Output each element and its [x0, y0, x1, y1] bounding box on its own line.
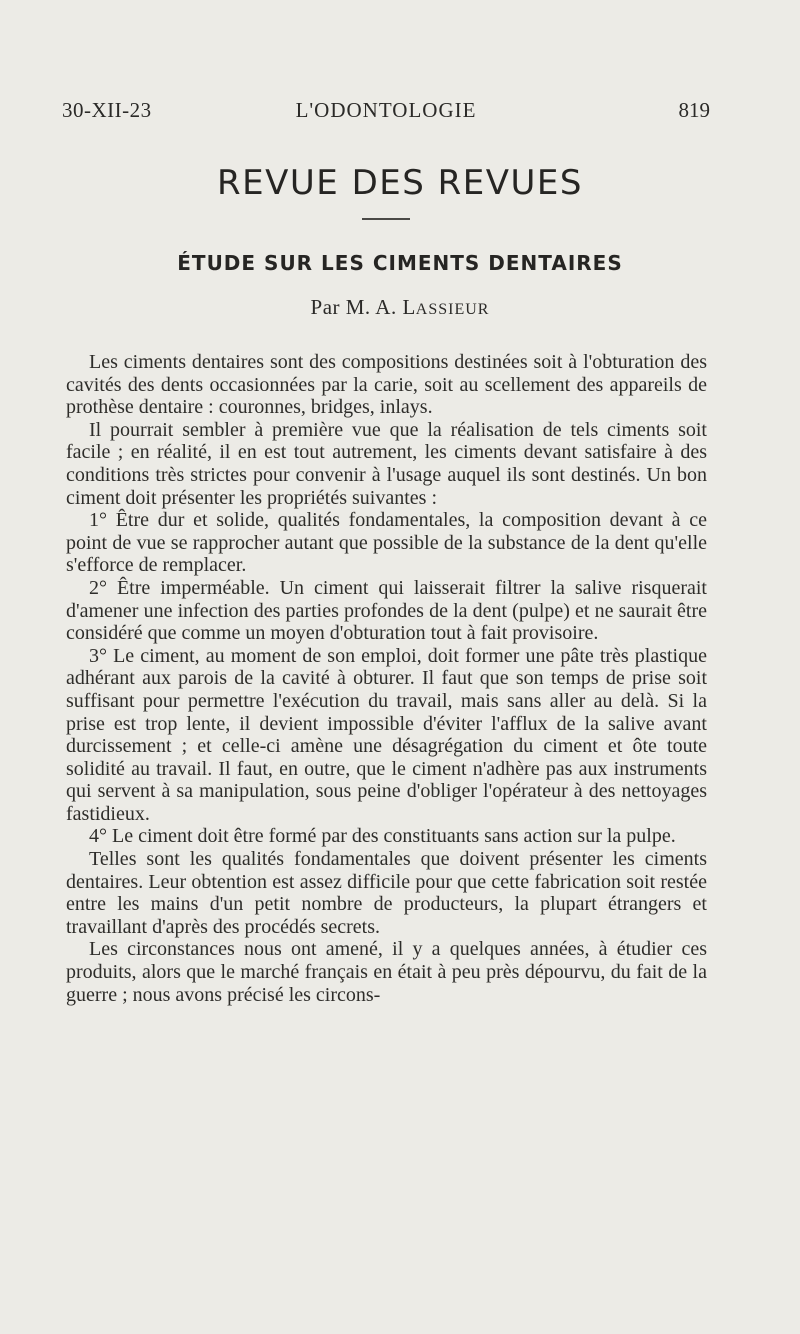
- article-title: ÉTUDE SUR LES CIMENTS DENTAIRES: [177, 251, 623, 275]
- article-body: [66, 351, 707, 1006]
- byline-prefix: Par M. A.: [310, 295, 403, 319]
- running-head: [62, 98, 710, 126]
- byline: [0, 295, 800, 320]
- section-title: REVUE DES REVUES: [217, 163, 583, 203]
- author-surname: ASSIEUR: [415, 301, 490, 318]
- paragraph: 2° Être imperméable. Un ciment qui laisserait filtrer la salive risquerait d'amener une infection des parties profondes de la dent (pulpe) et ne saurait être considéré que comme un moyen d'obturation tout à fait provisoire.: [66, 576, 707, 645]
- page-number: 819: [678, 98, 710, 122]
- paragraph: Telles sont les qualités fondamentales que doivent présenter les ciments dentaires. Leur obtention est assez difficile pour que cette fabrication soit restée entre les mains d'un petit nombre de producteurs, la plupart étrangers et travaillant d'après des procédés secrets.: [66, 848, 707, 938]
- paragraph: 1° Être dur et solide, qualités fondamentales, la composition devant à ce point de vue se rapprocher autant que possible de la substance de la dent qu'elle s'efforce de remplacer.: [66, 509, 707, 577]
- paragraph: Les circonstances nous ont amené, il y a quelques années, à étudier ces produits, alors que le marché français en était à peu près dépourvu, du fait de la guerre ; nous avons précisé les circons-: [66, 938, 707, 1006]
- issue-date: 30-XII-23: [62, 98, 152, 122]
- paragraph: 3° Le ciment, au moment de son emploi, doit former une pâte très plastique adhérant aux parois de la cavité à obturer. Il faut que son temps de prise soit suffisant pour permettre l'exécution du travail, mais sans aller au delà. Si la prise est trop lente, il devient impossible d'éviter l'afflux de la salive avant durcissement ; et celle-ci amène une désagrégation du ciment et ôte toute solidité au travail. Il faut, en outre, que le ciment n'adhère pas aux instruments qui servent à sa manipulation, sous peine d'obliger l'opérateur à des nettoyages fastidieux.: [66, 644, 707, 825]
- author-initial: L: [402, 295, 416, 319]
- paragraph: Il pourrait sembler à première vue que la réalisation de tels ciments soit facile ; en réalité, il en est tout autrement, les ciments devant satisfaire à des conditions très strictes pour convenir à l'usage auquel ils sont destinés. Un bon ciment doit présenter les propriétés suivantes :: [66, 418, 707, 509]
- title-divider: [362, 218, 410, 220]
- paragraph: Les ciments dentaires sont des compositions destinées soit à l'obturation des cavités des dents occasionnées par la carie, soit au scellement des appareils de prothèse dentaire : couronnes, bridges, inlays.: [66, 351, 707, 419]
- paragraph: 4° Le ciment doit être formé par des constituants sans action sur la pulpe.: [89, 825, 676, 848]
- journal-name: L'ODONTOLOGIE: [295, 98, 477, 122]
